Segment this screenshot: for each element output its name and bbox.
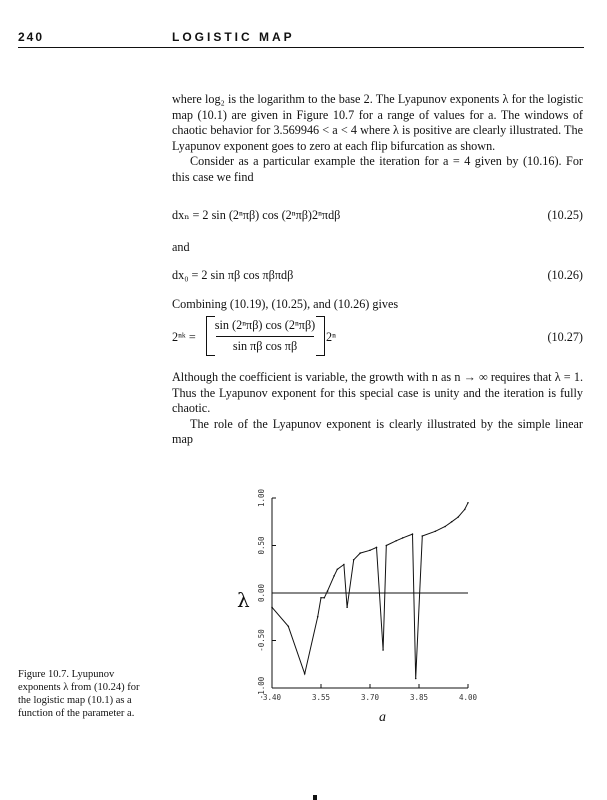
equation-10-25-number: (10.25) bbox=[547, 208, 583, 222]
y-axis-label: λ bbox=[237, 588, 250, 612]
lyapunov-series-line bbox=[272, 503, 468, 679]
equation-10-25-body: dxₙ = 2 sin (2ⁿπβ) cos (2ⁿπβ)2ⁿπdβ bbox=[172, 208, 341, 222]
equation-10-26-body: dx₀ = 2 sin πβ cos πβπdβ bbox=[172, 268, 294, 282]
intro-paragraph-1: where log₂ is the logarithm to the base 2. The Lyapunov exponents λ for the logistic map (10.1) are given in Figure 10.7 for a range of values for a. The windows of chaotic behavior for 3.569946 < a < 4 where λ is positive are clearly illustrated. The Lyapunov exponent goes to zero at each flip bifurcation as shown. bbox=[172, 92, 583, 153]
running-title: LOGISTIC MAP bbox=[172, 30, 295, 44]
y-tick-label: -0.50 bbox=[257, 629, 266, 652]
and-word: and bbox=[172, 240, 190, 254]
lyapunov-point bbox=[323, 597, 325, 599]
lyapunov-point bbox=[320, 597, 322, 599]
lyapunov-point bbox=[386, 545, 388, 547]
y-tick-label: -1.00 bbox=[257, 676, 266, 700]
lyapunov-point bbox=[317, 616, 319, 618]
lyapunov-point bbox=[337, 568, 339, 570]
lyapunov-point bbox=[288, 625, 290, 627]
chart-axes bbox=[272, 498, 468, 688]
lyapunov-point bbox=[415, 678, 417, 680]
lyapunov-point bbox=[435, 530, 437, 532]
y-tick-label: 0.50 bbox=[257, 536, 266, 555]
x-tick-label: 3.85 bbox=[409, 693, 429, 702]
lyapunov-point bbox=[421, 535, 423, 537]
equation-10-27-numerator: sin (2ⁿπβ) cos (2ⁿπβ) bbox=[214, 318, 316, 332]
lyapunov-point bbox=[395, 540, 397, 542]
lyapunov-point bbox=[382, 649, 384, 651]
footer-mark bbox=[313, 795, 317, 800]
y-tick-label: 0.00 bbox=[257, 583, 266, 603]
lyapunov-point bbox=[444, 526, 446, 528]
y-tick-label: 1.00 bbox=[257, 488, 266, 508]
lyapunov-point bbox=[451, 521, 453, 523]
lyapunov-point bbox=[464, 509, 466, 511]
x-tick-label: 4.00 bbox=[458, 693, 478, 702]
equation-10-26-number: (10.26) bbox=[547, 268, 583, 282]
lyapunov-point bbox=[271, 606, 273, 608]
lyapunov-point bbox=[304, 673, 306, 675]
equation-10-27-number: (10.27) bbox=[547, 330, 583, 344]
lyapunov-point bbox=[412, 533, 414, 535]
x-axis-label: a bbox=[379, 710, 386, 725]
lyapunov-point bbox=[359, 552, 361, 554]
chart-ticks bbox=[257, 488, 478, 702]
lyapunov-point bbox=[327, 590, 329, 592]
lyapunov-point bbox=[333, 575, 335, 577]
intro-paragraph-2: Consider as a particular example the iteration for a = 4 given by (10.16). For this case we find bbox=[172, 154, 583, 184]
conclusion-paragraph-2: The role of the Lyapunov exponent is clearly illustrated by the simple linear map bbox=[172, 416, 583, 446]
lyapunov-point bbox=[369, 549, 371, 551]
chart-series bbox=[271, 502, 469, 679]
lyapunov-point bbox=[402, 537, 404, 539]
figure-caption: Figure 10.7. Lyupunov exponents λ from (10.24) for the logistic map (10.1) as a function of the parameter a. bbox=[18, 669, 140, 719]
conclusion-paragraph-1: Although the coefficient is variable, the growth with n as n → ∞ requires that λ = 1. Thus the Lyapunov exponent for this special case is unity and the iteration is fully chaotic. bbox=[172, 370, 583, 415]
page-number: 240 bbox=[18, 30, 45, 44]
lyapunov-point bbox=[343, 564, 345, 566]
x-tick-label: 3.40 bbox=[262, 693, 282, 702]
lyapunov-point bbox=[376, 547, 378, 549]
x-tick-label: 3.70 bbox=[360, 693, 380, 702]
equation-10-27-lhs: 2ⁿᵏ = bbox=[172, 330, 196, 344]
x-tick-label: 3.55 bbox=[311, 693, 331, 702]
lyapunov-point bbox=[457, 516, 459, 518]
lyapunov-point bbox=[346, 606, 348, 608]
combining-text: Combining (10.19), (10.25), and (10.26) gives bbox=[172, 297, 399, 311]
equation-10-27-power: 2ⁿ bbox=[326, 330, 336, 344]
equation-10-27-denominator: sin πβ cos πβ bbox=[232, 339, 298, 353]
lyapunov-point bbox=[353, 559, 355, 561]
lyapunov-point bbox=[467, 502, 469, 504]
